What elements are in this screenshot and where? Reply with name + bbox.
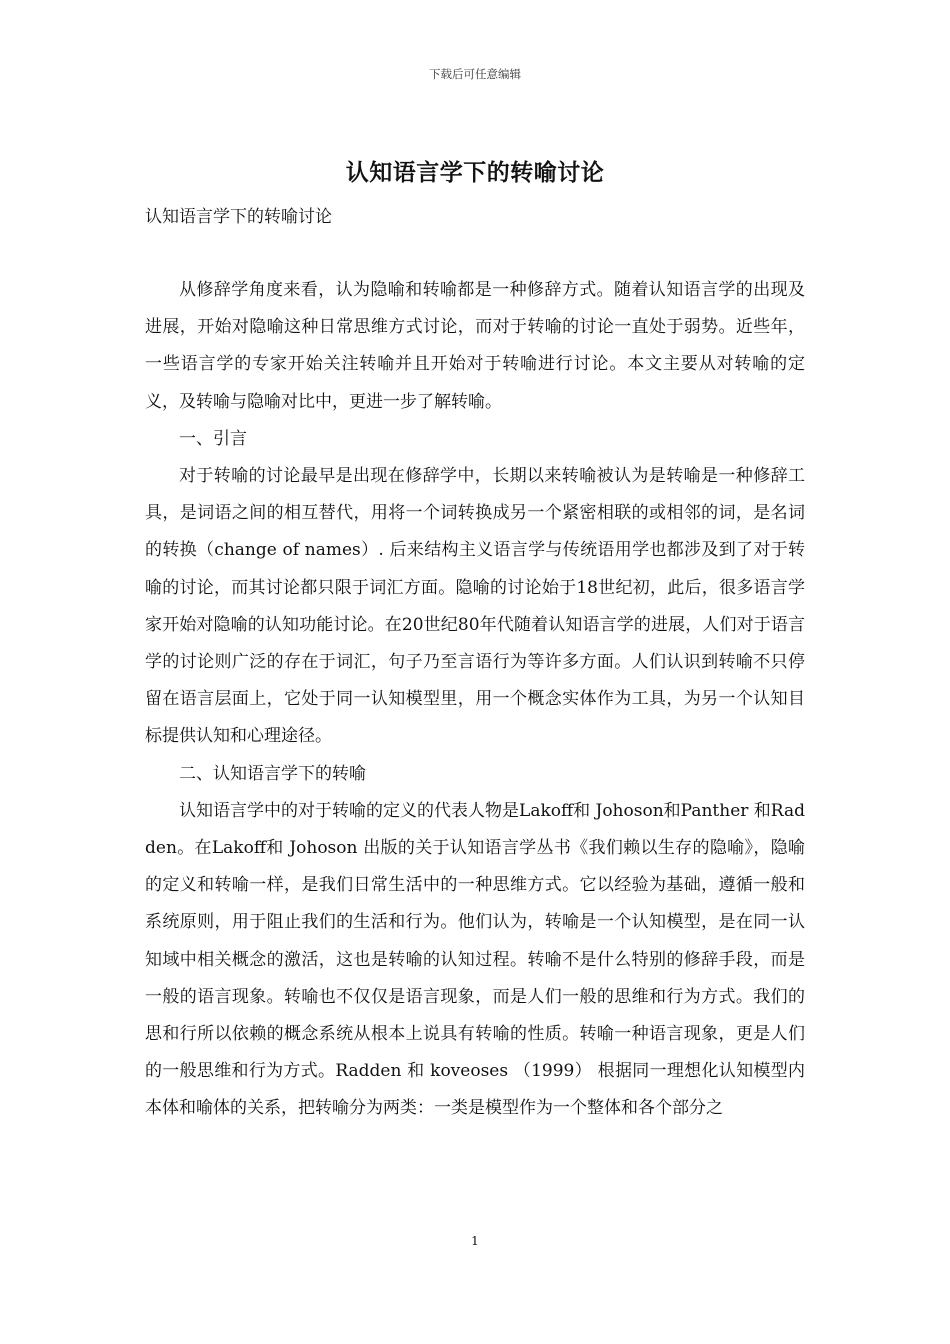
document-title: 认知语言学下的转喻讨论 [345,160,605,186]
section-heading-introduction: 一、引言 [179,428,247,449]
paragraph-introduction: 对于转喻的讨论最早是出现在修辞学中，长期以来转喻被认为是转喻是一种修辞工具，是词语之间的相互替代，用将一个词转换成另一个紧密相联的或相邻的词，是名词的转换（change of names）. 后来结构主义语言学与传统语用学也都涉及到了对于转喻的讨论，而其讨论都只限于词汇方面。隐喻的讨论始于18世纪初，此后，很多语言学家开始对隐喻的认知功能讨论。在20世纪80年代随着认知语言学的进展，人们对于语言学的讨论则广泛的存在于词汇，句子乃至言语行为等许多方面。人们认识到转喻不只停留在语言层面上，它处于同一认知模型里，用一个概念实体作为工具，为另一个认知目标提供认知和心理途径。 [145,466,805,747]
paragraph-cognitive-metonymy: 认知语言学中的对于转喻的定义的代表人物是Lakoff和 Johoson和Panther 和Radden。在Lakoff和 Johoson 出版的关于认知语言学丛书《我们赖以生存的隐喻》，隐喻的定义和转喻一样，是我们日常生活中的一种思维方式。它以经验为基础，遵循一般和系统原则，用于阻止我们的生活和行为。他们认为，转喻是一个认知模型，是在同一认知域中相关概念的激活，这也是转喻的认知过程。转喻不是什么特别的修辞手段，而是一般的语言现象。转喻也不仅仅是语言现象，而是人们一般的思维和行为方式。我们的思和行所以依赖的概念系统从根本上说具有转喻的性质。转喻一种语言现象，更是人们的一般思维和行为方式。Radden 和 koveoses （1999） 根据同一理想化认知模型内本体和喻体的关系，把转喻分为两类：一类是模型作为一个整体和各个部分之 [145,800,805,1119]
header-note: 下载后可任意编辑 [429,67,521,81]
document-subtitle: 认知语言学下的转喻讨论 [145,207,332,227]
section-heading-cognitive-metonymy: 二、认知语言学下的转喻 [179,763,366,784]
document-body [145,272,805,1128]
paragraph-abstract: 从修辞学角度来看，认为隐喻和转喻都是一种修辞方式。随着认知语言学的出现及进展，开始对隐喻这种日常思维方式讨论，而对于转喻的讨论一直处于弱势。近些年，一些语言学的专家开始关注转喻并且开始对于转喻进行讨论。本文主要从对转喻的定义，及转喻与隐喻对比中，更进一步了解转喻。 [145,280,805,412]
page-number: 1 [471,1234,479,1248]
